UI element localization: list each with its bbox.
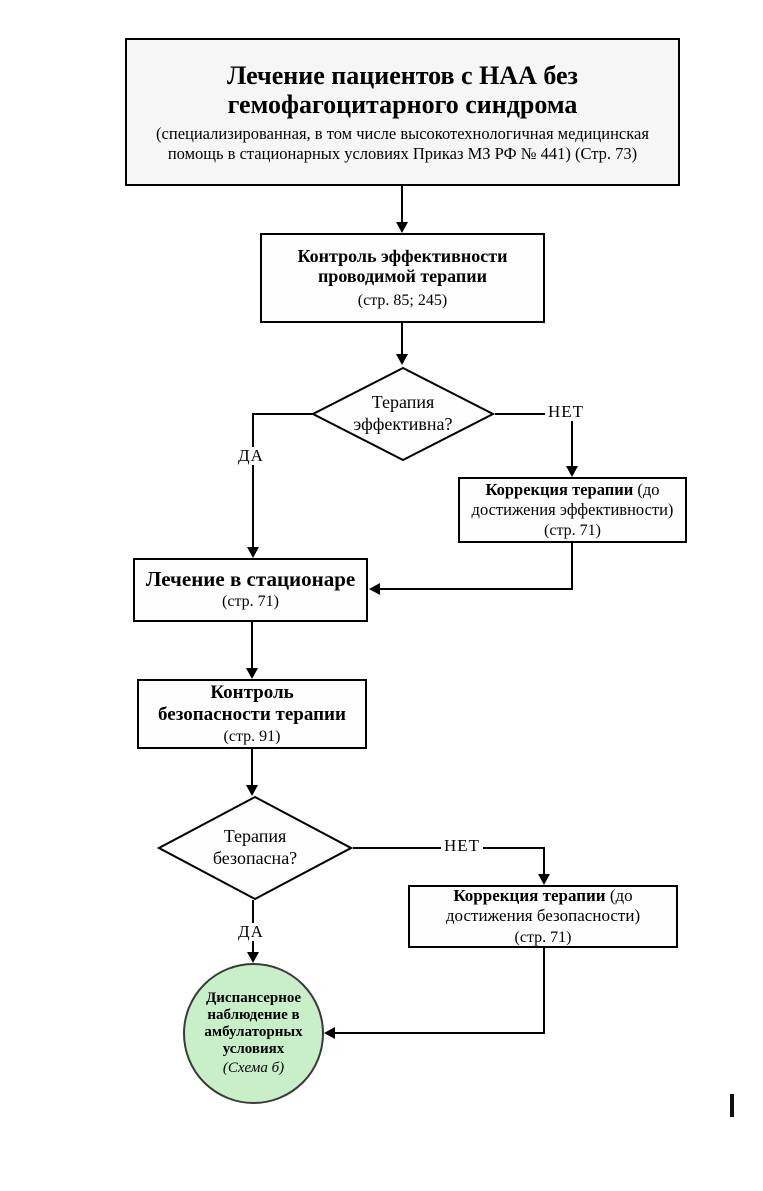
- arrowhead-icon: [247, 952, 259, 963]
- header-title-line1: Лечение пациентов с НАА без: [226, 60, 579, 90]
- inpatient-title: Лечение в стационаре: [145, 567, 356, 592]
- node-header: [125, 38, 680, 186]
- node-safety-decision: [157, 796, 353, 900]
- arrowhead-icon: [396, 354, 408, 365]
- header-title-line2: гемофагоцитарного синдрома: [227, 90, 578, 120]
- arrowhead-icon: [396, 222, 408, 233]
- efficacy-correction-title-tail: (до достижения эффективности): [471, 480, 674, 519]
- edge-label-yes1: ДА: [235, 447, 267, 465]
- connector-correction2-down: [543, 948, 545, 1034]
- dispensary-line2: наблюдение в: [207, 1007, 300, 1024]
- arrowhead-icon: [246, 668, 258, 679]
- node-efficacy-control: [260, 233, 545, 323]
- connector-no1-vertical: [571, 414, 573, 466]
- node-safety-correction: [408, 885, 678, 948]
- node-dispensary-terminal: [183, 963, 324, 1104]
- efficacy-control-title-line2: проводимой терапии: [317, 266, 488, 287]
- dispensary-scheme-ref: (Схема б): [222, 1059, 285, 1076]
- efficacy-correction-page-ref: (стр. 71): [544, 521, 601, 539]
- edge-label-yes2: ДА: [235, 923, 267, 941]
- node-efficacy-decision: [311, 367, 495, 461]
- connector-header-to-efficacy: [401, 186, 403, 224]
- connector-yes1-vertical: [252, 413, 254, 547]
- node-safety-control: [137, 679, 367, 749]
- connector-correction1-down: [571, 543, 573, 590]
- arrowhead-icon: [538, 874, 550, 885]
- connector-correction2-left: [335, 1032, 545, 1034]
- connector-control-to-decision1: [401, 323, 403, 356]
- efficacy-control-title-line1: Контроль эффективности: [297, 245, 508, 266]
- connector-correction1-left: [380, 588, 573, 590]
- node-efficacy-correction: [458, 477, 687, 543]
- arrowhead-icon: [369, 583, 380, 595]
- efficacy-question-line1: Терапия: [371, 392, 435, 413]
- efficacy-question-line2: эффективна?: [353, 414, 453, 434]
- arrowhead-icon: [247, 547, 259, 558]
- edge-label-no2: НЕТ: [441, 837, 483, 855]
- safety-correction-title-bold: Коррекция терапии: [453, 886, 606, 906]
- node-inpatient-treatment: [133, 558, 368, 622]
- safety-control-title-line1: Контроль: [210, 682, 294, 704]
- safety-question-line2: безопасна?: [212, 848, 298, 868]
- header-subtitle-line2: помощь в стационарных условиях Приказ МЗ РФ № 441) (Стр. 73): [167, 143, 638, 163]
- dispensary-line3: амбулаторных: [204, 1024, 303, 1040]
- safety-control-title-line2: безопасности терапии: [158, 703, 346, 725]
- arrowhead-icon: [566, 466, 578, 477]
- safety-correction-title: [410, 886, 676, 927]
- efficacy-correction-title: [460, 480, 685, 520]
- text-cursor-artifact: [730, 1094, 734, 1117]
- efficacy-control-page-ref: (стр. 85; 245): [357, 292, 448, 310]
- connector-inpatient-to-safety: [251, 622, 253, 668]
- arrowhead-icon: [324, 1027, 335, 1039]
- header-subtitle-line1: (специализированная, в том числе высокотехнологичная медицинская: [156, 124, 649, 144]
- safety-decision-text: [157, 796, 353, 900]
- connector-yes1-horizontal: [253, 413, 313, 415]
- efficacy-correction-title-bold: Коррекция терапии: [485, 480, 634, 500]
- safety-correction-title-tail: (до достижения безопасности): [445, 886, 641, 926]
- connector-no2-vertical: [543, 847, 545, 874]
- safety-correction-page-ref: (стр. 71): [514, 928, 572, 946]
- connector-safety-to-decision2: [251, 749, 253, 785]
- arrowhead-icon: [246, 785, 258, 796]
- dispensary-line4: условиях: [222, 1040, 285, 1057]
- edge-label-no1: НЕТ: [545, 403, 587, 421]
- safety-question-line1: Терапия: [223, 826, 287, 847]
- safety-control-page-ref: (стр. 91): [223, 727, 281, 745]
- efficacy-decision-text: [311, 367, 495, 461]
- inpatient-page-ref: (стр. 71): [222, 593, 279, 611]
- dispensary-line1: Диспансерное: [205, 990, 302, 1007]
